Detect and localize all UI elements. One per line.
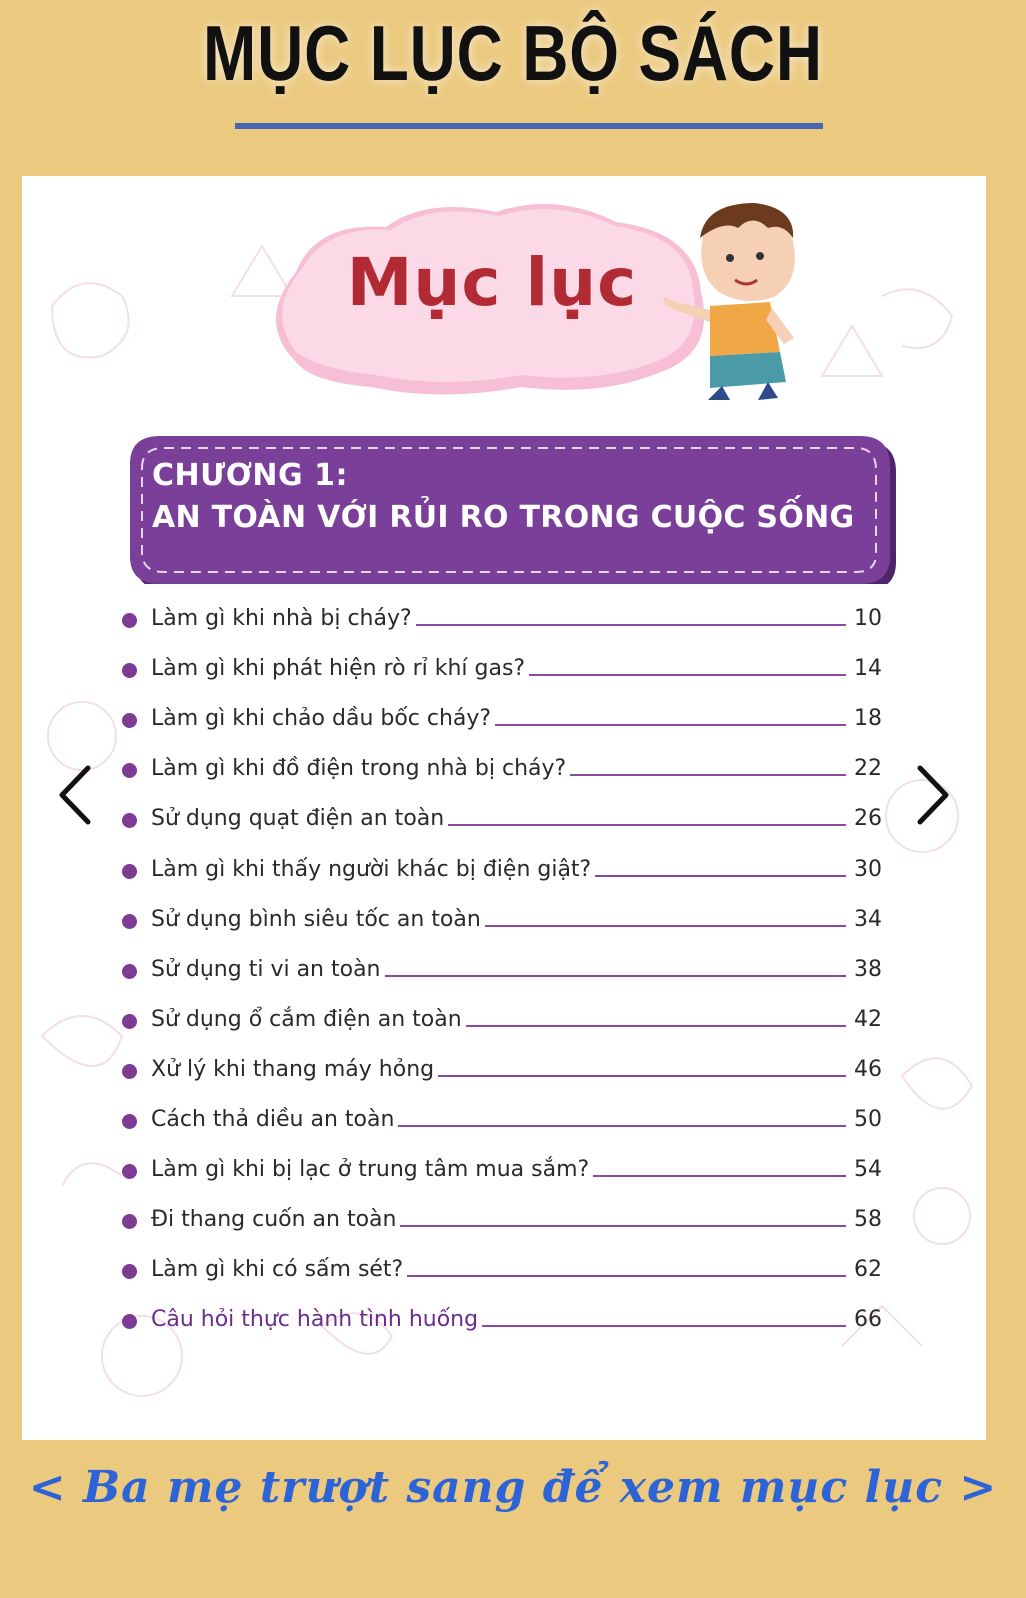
- chevron-right-icon[interactable]: [906, 760, 956, 830]
- toc-item: [122, 840, 882, 890]
- toc-item: [122, 1191, 882, 1241]
- toc-leader-line: [438, 1075, 846, 1077]
- chevron-left-icon[interactable]: [52, 760, 102, 830]
- toc-leader-line: [485, 925, 846, 927]
- bullet-icon: [122, 964, 137, 979]
- toc-item: [122, 991, 882, 1041]
- toc-item: [122, 1241, 882, 1291]
- bullet-icon: [122, 1214, 137, 1229]
- toc-leader-line: [400, 1225, 846, 1227]
- bullet-icon: [122, 914, 137, 929]
- toc-item-title: Làm gì khi nhà bị cháy?: [151, 606, 412, 632]
- bullet-icon: [122, 763, 137, 778]
- toc-item-page: 46: [854, 1056, 882, 1082]
- bullet-icon: [122, 713, 137, 728]
- toc-leader-line: [407, 1275, 846, 1277]
- bullet-icon: [122, 1014, 137, 1029]
- toc-leader-line: [495, 724, 846, 726]
- bullet-icon: [122, 1064, 137, 1079]
- bullet-icon: [122, 1264, 137, 1279]
- toc-item-title: Xử lý khi thang máy hỏng: [151, 1056, 435, 1082]
- header-title: MỤC LỤC BỘ SÁCH: [203, 9, 823, 97]
- toc-item: [122, 1141, 882, 1191]
- toc-item-title: Đi thang cuốn an toàn: [151, 1207, 397, 1233]
- bullet-icon: [122, 613, 137, 628]
- toc-item-page: 58: [854, 1207, 882, 1233]
- toc-item-practice: [122, 1291, 882, 1341]
- toc-item-title: Sử dụng ổ cắm điện an toàn: [151, 1006, 462, 1032]
- bullet-icon: [122, 663, 137, 678]
- toc-item: [122, 1041, 882, 1091]
- bullet-icon: [122, 864, 137, 879]
- toc-item-page: 54: [854, 1157, 882, 1183]
- toc-item-page: 10: [854, 606, 882, 632]
- toc-item-page: 30: [854, 856, 882, 882]
- toc-item-page: 66: [854, 1307, 882, 1333]
- toc-item: [122, 740, 882, 790]
- toc-item: [122, 590, 882, 640]
- page-heading: Mục lục: [346, 244, 638, 321]
- toc-leader-line: [529, 674, 846, 676]
- toc-item-title: Làm gì khi có sấm sét?: [151, 1257, 404, 1283]
- toc-list: [122, 590, 882, 1341]
- swipe-hint: < Ba mẹ trượt sang để xem mục lục >: [28, 1462, 998, 1513]
- toc-page-card: [22, 176, 986, 1440]
- chapter-number: CHƯƠNG 1:: [152, 458, 348, 493]
- toc-item-page: 26: [854, 806, 882, 832]
- toc-leader-line: [570, 774, 846, 776]
- toc-leader-line: [593, 1175, 846, 1177]
- toc-leader-line: [398, 1125, 846, 1127]
- toc-leader-line: [466, 1025, 846, 1027]
- toc-item-title: Làm gì khi bị lạc ở trung tâm mua sắm?: [151, 1157, 590, 1183]
- toc-item-title: Sử dụng ti vi an toàn: [151, 956, 381, 982]
- toc-item-title: Sử dụng bình siêu tốc an toàn: [151, 906, 481, 932]
- toc-item: [122, 790, 882, 840]
- toc-item-page: 62: [854, 1257, 882, 1283]
- toc-item: [122, 1091, 882, 1141]
- bullet-icon: [122, 813, 137, 828]
- bullet-icon: [122, 1314, 137, 1329]
- toc-leader-line: [595, 875, 846, 877]
- toc-item-page: 42: [854, 1006, 882, 1032]
- toc-item-title: Làm gì khi thấy người khác bị điện giật?: [151, 856, 592, 882]
- toc-item-title: Làm gì khi chảo dầu bốc cháy?: [151, 706, 492, 732]
- toc-item: [122, 891, 882, 941]
- toc-item-page: 38: [854, 956, 882, 982]
- bullet-icon: [122, 1114, 137, 1129]
- chapter-title: AN TOÀN VỚI RỦI RO TRONG CUỘC SỐNG: [152, 500, 855, 535]
- toc-item: [122, 690, 882, 740]
- toc-item-title: Sử dụng quạt điện an toàn: [151, 806, 445, 832]
- boy-illustration: [650, 198, 816, 404]
- toc-leader-line: [416, 624, 846, 626]
- toc-item-page: 14: [854, 656, 882, 682]
- toc-item-title: Cách thả diều an toàn: [151, 1107, 395, 1133]
- toc-leader-line: [448, 824, 846, 826]
- header-underline: [235, 123, 823, 129]
- toc-item: [122, 941, 882, 991]
- toc-item-page: 22: [854, 756, 882, 782]
- bullet-icon: [122, 1164, 137, 1179]
- toc-item-page: 50: [854, 1107, 882, 1133]
- toc-item-page: 34: [854, 906, 882, 932]
- toc-leader-line: [482, 1325, 846, 1327]
- toc-item-title: Làm gì khi phát hiện rò rỉ khí gas?: [151, 656, 526, 682]
- toc-item-title: Câu hỏi thực hành tình huống: [151, 1307, 479, 1333]
- toc-leader-line: [385, 975, 847, 977]
- toc-item: [122, 640, 882, 690]
- toc-item-page: 18: [854, 706, 882, 732]
- toc-item-title: Làm gì khi đồ điện trong nhà bị cháy?: [151, 756, 567, 782]
